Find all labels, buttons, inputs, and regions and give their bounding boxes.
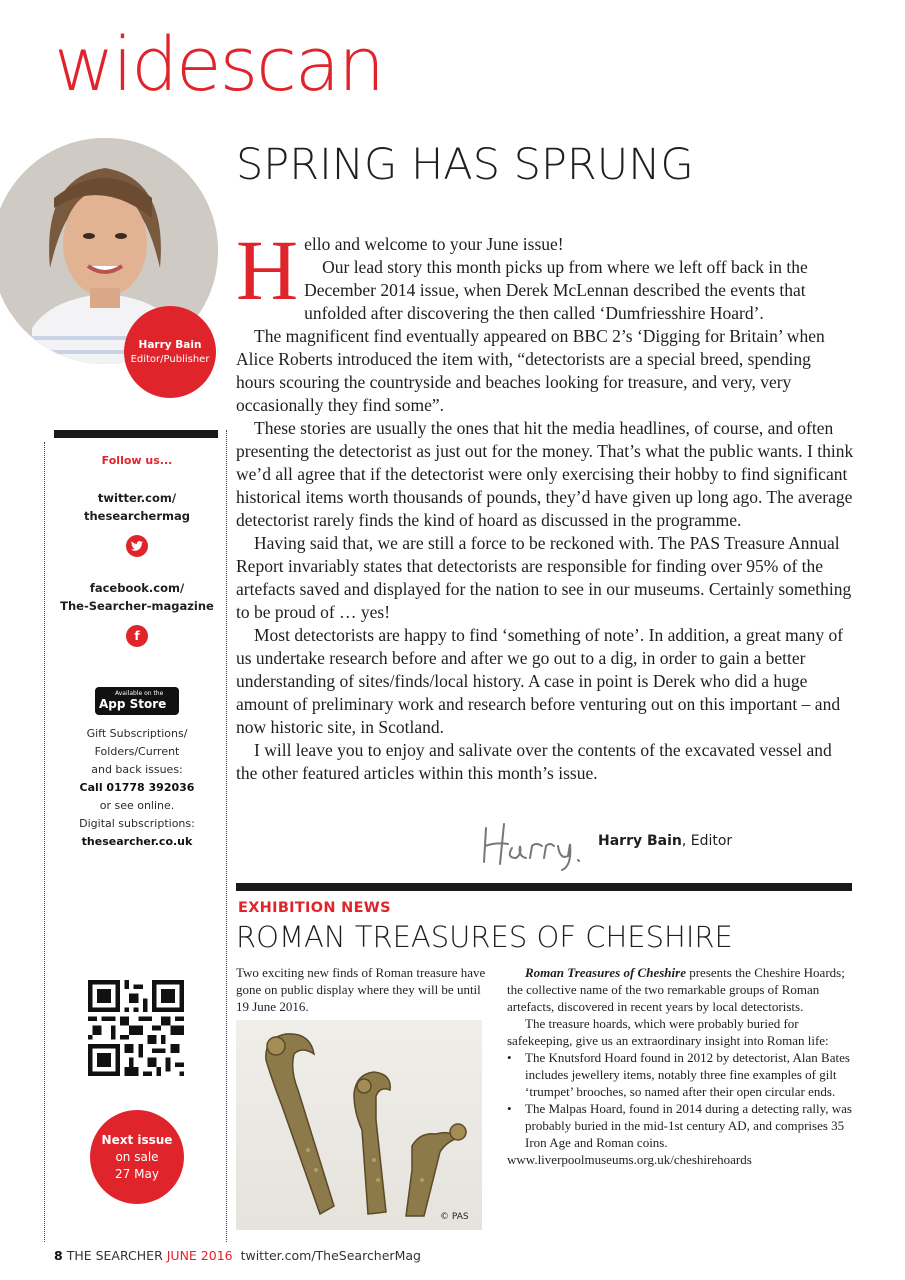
handwritten-signature — [478, 818, 588, 872]
facebook-line-2: The-Searcher-magazine — [60, 599, 214, 613]
exhibition-rule — [236, 883, 852, 891]
article-paragraph: Our lead story this month picks up from where we left off back in the December 2014 issue, when Derek McLennan described the events that unfolded after discovering the then called ‘Dumfriesshire Hoard’. — [304, 257, 808, 323]
exhibition-hoard-list — [507, 1049, 853, 1151]
phone-number: Call 01778 392036 — [79, 781, 195, 794]
article-paragraph: Most detectorists are happy to find ‘something of note’. In addition, a great many of us undertake research before and after we go out to a dig, in order to gain a better understanding of sites/finds/local history. A case in point is Derek who did a huge amount of preliminary work and research before venturing out on this important – and now historic site, in Scotland. — [236, 625, 844, 737]
exhibition-headline: ROMAN TREASURES OF CHESHIRE — [236, 920, 733, 954]
follow-us-label: Follow us... — [101, 454, 173, 467]
twitter-link[interactable] — [54, 489, 220, 525]
page-footer — [54, 1248, 421, 1263]
exhibition-paragraph: The treasure hoards, which were probably buried for safekeeping, give us an extraordinary insight into Roman life: — [507, 1016, 829, 1048]
twitter-icon[interactable] — [126, 535, 148, 557]
signature-caption: Harry Bain, Editor — [598, 833, 733, 849]
facebook-line-1: facebook.com/ — [89, 581, 185, 595]
sidebar-border — [44, 442, 45, 1242]
app-store-badge[interactable] — [95, 687, 179, 715]
list-item: • The Malpas Hoard, found in 2014 during a detecting rally, was probably buried in the mid-1st century AD, and comprises 35 Iron Age and Roman coins. — [507, 1100, 853, 1151]
qr-code — [88, 980, 184, 1076]
footer-twitter-link[interactable]: twitter.com/TheSearcherMag — [240, 1248, 421, 1263]
article-paragraph: I will leave you to enjoy and salivate over the contents of the excavated vessel and the other featured articles within this month’s issue. — [236, 740, 832, 783]
editor-name: Harry Bain — [138, 338, 202, 351]
sidebar-rule — [54, 430, 218, 438]
twitter-line-2: thesearchermag — [83, 509, 190, 523]
drop-cap: H — [236, 222, 299, 318]
next-issue-date: 27 May — [115, 1166, 159, 1181]
editor-badge — [124, 306, 216, 398]
app-store-label: App Store — [99, 697, 167, 711]
exhibition-kicker: EXHIBITION NEWS — [238, 900, 391, 916]
next-issue-badge — [90, 1110, 184, 1204]
section-title: widescan — [54, 22, 384, 108]
app-store-small-text: Available on the — [115, 690, 164, 697]
page-number: 8 — [54, 1248, 63, 1263]
exhibition-body — [507, 964, 853, 1168]
list-item: • The Knutsford Hoard found in 2012 by detectorist, Alan Bates includes jewellery items, notably three fine examples of gilt ‘trumpet’ brooches, so named after their open circular ends. — [507, 1049, 853, 1100]
facebook-icon[interactable]: f — [126, 625, 148, 647]
twitter-line-1: twitter.com/ — [97, 491, 177, 505]
sidebar — [54, 448, 220, 851]
issue-month: JUNE 2016 — [166, 1248, 233, 1263]
facebook-link[interactable] — [54, 579, 220, 615]
editorial-article — [236, 222, 854, 785]
editor-role: Editor/Publisher — [130, 353, 210, 365]
next-issue-line-1: on sale — [115, 1149, 159, 1164]
museum-link[interactable]: www.liverpoolmuseums.org.uk/cheshirehoards — [507, 1152, 752, 1167]
article-paragraph: These stories are usually the ones that hit the media headlines, of course, and often presenting the detectorist as just out for the money. That’s what the public wants. I think we’d all agree that if the detectorist were only exercising their hobby to find significant historical items worth thousands of pounds, they’d have given up long ago. The average detectorist rarely finds the kind of hoard as discussed in the programme. — [236, 418, 854, 530]
website-link[interactable]: thesearcher.co.uk — [81, 835, 193, 848]
page-title: SPRING HAS SPRUNG — [236, 140, 694, 190]
photo-credit: © PAS — [440, 1212, 469, 1222]
article-paragraph: Having said that, we are still a force to be reckoned with. The PAS Treasure Annual Report invariably states that detectorists are responsible for finding over 95% of the artefacts saved and displayed for the nation to see in our museums. Certainly something to be proud of … yes! — [236, 533, 852, 622]
sidebar-divider — [226, 430, 227, 1242]
next-issue-title: Next issue — [101, 1132, 173, 1147]
magazine-name: THE SEARCHER — [66, 1248, 163, 1263]
exhibition-paragraph: Roman Treasures of Cheshire presents the Cheshire Hoards; the collective name of the two remarkable groups of Roman artefacts, discovered in recent years by local detectorists. — [507, 965, 845, 1014]
exhibition-intro: Two exciting new finds of Roman treasure have gone on public display where they will be until 19 June 2016. — [236, 965, 486, 1014]
roman-brooches-photo — [236, 1020, 482, 1230]
subscriptions-info: Gift Subscriptions/ Folders/Current and back issues: Call 01778 392036 or see online. Digital subscriptions: thesearcher.co.uk — [79, 727, 195, 848]
article-paragraph: The magnificent find eventually appeared on BBC 2’s ‘Digging for Britain’ when Alice Roberts introduced the item with, “detectorists are a special breed, spending hours scouring the countryside and beaches looking for treasure, and very, very occasionally they find some”. — [236, 326, 825, 415]
article-paragraph: Hello and welcome to your June issue! — [236, 222, 564, 318]
